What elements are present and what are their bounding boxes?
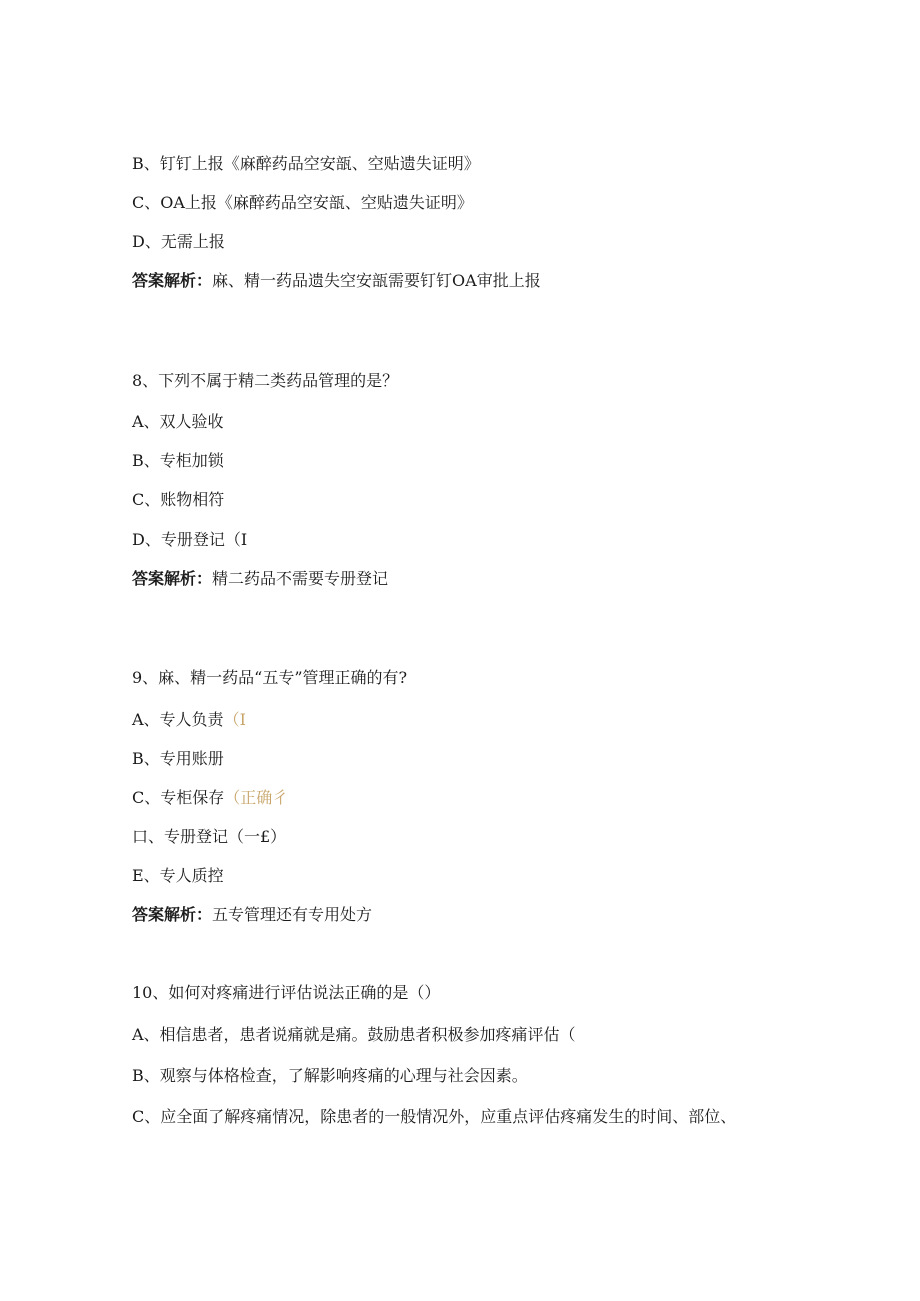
q8-option-b: B、专柜加锁 [132, 451, 224, 470]
q8-option-d: D、专册登记（I [132, 530, 248, 549]
q9-answer-text: 五专管理还有专用处方 [212, 905, 373, 924]
q8-answer [132, 569, 388, 589]
q9-option-c [132, 788, 288, 808]
q10-option-b: B、观察与体格检查，了解影响疼痛的心理与社会因素。 [132, 1066, 528, 1085]
q8-answer-text: 精二药品不需要专册登记 [212, 569, 389, 588]
q7-answer [132, 271, 541, 291]
q7-option-c: C、OA上报《麻醉药品空安瓿、空贴遗失证明》 [132, 193, 473, 212]
q8-option-a: A、双人验收 [132, 412, 224, 431]
q7-option-b: B、钉钉上报《麻醉药品空安瓿、空贴遗失证明》 [132, 154, 480, 173]
q7-option-d: D、无需上报 [132, 232, 225, 251]
q9-option-a [132, 710, 246, 730]
q9-answer [132, 905, 372, 925]
q9-option-c-text: C、专柜保存 [132, 788, 225, 807]
q9-option-a-mark: （I [223, 710, 246, 729]
q9-answer-label: 答案解析： [132, 905, 213, 924]
q7-answer-text: 麻、精一药品遗失空安瓿需要钉钉OA审批上报 [212, 271, 541, 290]
q9-option-c-mark: （正确彳 [224, 788, 289, 807]
q10-option-a: A、相信患者，患者说痛就是痛。鼓励患者积极参加疼痛评估（ [132, 1025, 576, 1044]
q9-option-e: E、专人质控 [132, 866, 224, 885]
q8-option-c: C、账物相符 [132, 490, 225, 509]
q10-option-c: C、应全面了解疼痛情况，除患者的一般情况外，应重点评估疼痛发生的时间、部位、 [132, 1107, 737, 1126]
q9-option-a-text: A、专人负责 [132, 710, 224, 729]
q9-option-b: B、专用账册 [132, 749, 224, 768]
q8-question: 8、下列不属于精二类药品管理的是？ [132, 371, 399, 390]
q7-answer-label: 答案解析： [132, 271, 213, 290]
q9-question: 9、麻、精一药品“五专”管理正确的有? [132, 668, 408, 687]
q10-question: 10、如何对疼痛进行评估说法正确的是（） [132, 983, 441, 1002]
q8-answer-label: 答案解析： [132, 569, 213, 588]
q9-option-d: 口、专册登记（一£） [132, 827, 287, 846]
